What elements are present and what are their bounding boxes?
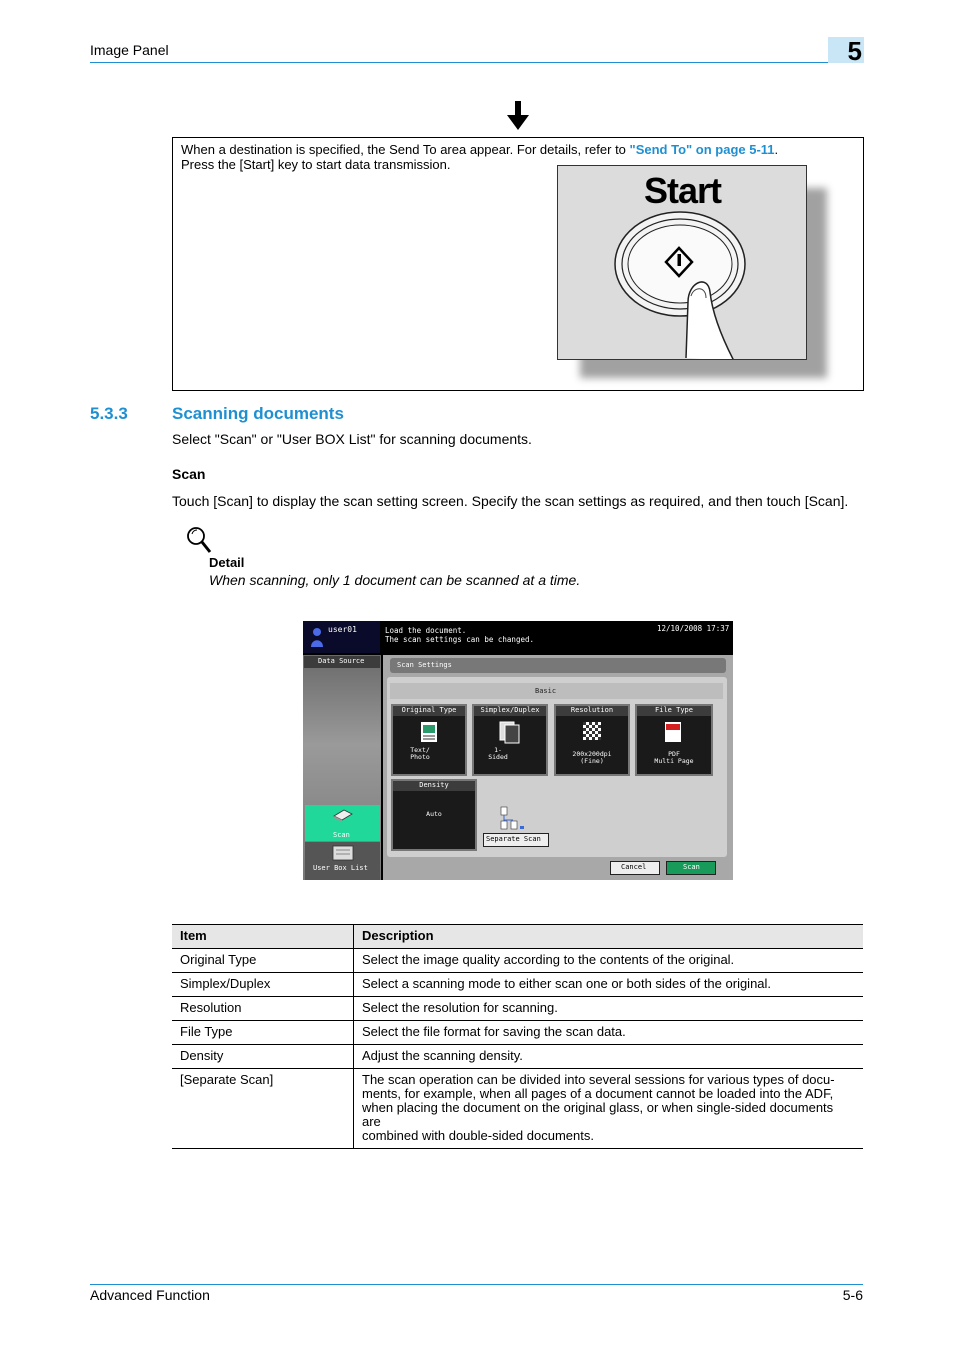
data-source-label: Data Source xyxy=(318,657,365,665)
item-cell: Original Type xyxy=(172,949,354,973)
original-type-value: Text/ Photo xyxy=(410,746,430,761)
simplex-duplex-header: Simplex/Duplex xyxy=(474,706,546,716)
scan-tab-label: Scan xyxy=(333,831,350,839)
column-header: Description xyxy=(354,925,864,949)
start-key-illustration xyxy=(557,165,807,360)
page-number: 5-6 xyxy=(842,1287,863,1303)
basic-tab[interactable] xyxy=(390,683,723,699)
description-cell: Select a scanning mode to either scan one or both sides of the original. xyxy=(354,973,864,997)
description-cell: The scan operation can be divided into several sessions for various types of docu- ments, for example, when all pages of a document cannot be loaded into the ADF, when placing the document on the original glass, or when single-sided documents are combined with double-sided documents. xyxy=(354,1069,864,1149)
footer-title: Advanced Function xyxy=(90,1287,210,1303)
table-row xyxy=(172,1045,863,1069)
scanner-icon xyxy=(332,808,354,822)
item-cell: Simplex/Duplex xyxy=(172,973,354,997)
column-header: Item xyxy=(172,925,354,949)
running-header-title: Image Panel xyxy=(90,42,169,58)
scan-settings-label: Scan Settings xyxy=(397,661,452,669)
section-title: Scanning documents xyxy=(172,404,344,423)
step-text xyxy=(181,142,778,157)
resolution-icon xyxy=(583,722,601,740)
send-to-link[interactable]: "Send To" on page 5-11 xyxy=(629,142,775,157)
section-number: 5.3.3 xyxy=(90,404,128,423)
detail-text: When scanning, only 1 document can be scanned at a time. xyxy=(209,572,581,588)
table-row xyxy=(172,949,863,973)
pdf-icon xyxy=(664,721,682,743)
step-text-part: When a destination is specified, the Send To area appear. For details, refer to xyxy=(181,142,630,157)
item-cell: File Type xyxy=(172,1021,354,1045)
scan-button-label: Scan xyxy=(683,863,700,871)
subheading-scan: Scan xyxy=(172,466,206,482)
description-cell: Select the resolution for scanning. xyxy=(354,997,864,1021)
user-box-icon xyxy=(331,844,355,862)
table-row xyxy=(172,997,863,1021)
separate-scan-label: Separate Scan xyxy=(486,835,541,843)
file-type-value: PDF Multi Page xyxy=(654,750,694,765)
description-cell: Select the file format for saving the scan data. xyxy=(354,1021,864,1045)
datetime: 12/10/2008 17:37 xyxy=(657,624,730,633)
user-name: user01 xyxy=(328,625,357,634)
description-cell: Select the image quality according to the contents of the original. xyxy=(354,949,864,973)
file-type-header: File Type xyxy=(637,706,711,716)
start-button-icon xyxy=(558,166,807,360)
chapter-number: 5 xyxy=(847,36,862,66)
user-box-list-label: User Box List xyxy=(313,864,368,872)
section-intro: Select "Scan" or "User BOX List" for scanning documents. xyxy=(172,431,532,447)
footer-rule xyxy=(90,1284,863,1285)
scan-paragraph: Touch [Scan] to display the scan setting screen. Specify the scan settings as required, and then touch [Scan]. xyxy=(172,493,849,509)
resolution-header: Resolution xyxy=(556,706,628,716)
text-photo-icon xyxy=(420,721,438,743)
table-row xyxy=(172,1021,863,1045)
item-cell: Resolution xyxy=(172,997,354,1021)
magnifier-icon xyxy=(186,526,212,554)
table-row xyxy=(172,973,863,997)
down-arrow-icon xyxy=(507,101,529,131)
scan-settings-screen xyxy=(303,621,733,880)
cancel-label: Cancel xyxy=(621,863,647,871)
step-instruction: Press the [Start] key to start data transmission. xyxy=(181,157,451,172)
basic-tab-label: Basic xyxy=(535,687,557,695)
detail-heading: Detail xyxy=(209,555,245,570)
item-cell: Density xyxy=(172,1045,354,1069)
table-row xyxy=(172,1069,863,1149)
original-type-header: Original Type xyxy=(393,706,465,716)
item-cell: [Separate Scan] xyxy=(172,1069,354,1149)
table-header-row xyxy=(172,925,863,949)
start-key-label: Start xyxy=(644,170,722,211)
message-line: The scan settings can be changed. xyxy=(385,635,535,644)
simplex-duplex-value: 1- Sided xyxy=(488,746,508,761)
step-text-part: . xyxy=(774,142,779,157)
settings-table xyxy=(172,924,863,1149)
header-rule xyxy=(90,62,863,63)
message-line: Load the document. xyxy=(385,626,467,635)
description-cell: Adjust the scanning density. xyxy=(354,1045,864,1069)
density-value: Auto xyxy=(426,810,442,818)
density-header: Density xyxy=(393,781,475,791)
one-sided-icon xyxy=(498,720,522,744)
resolution-value: 200x200dpi (Fine) xyxy=(572,750,612,765)
user-icon xyxy=(310,627,324,649)
separate-scan-icon xyxy=(499,806,527,832)
